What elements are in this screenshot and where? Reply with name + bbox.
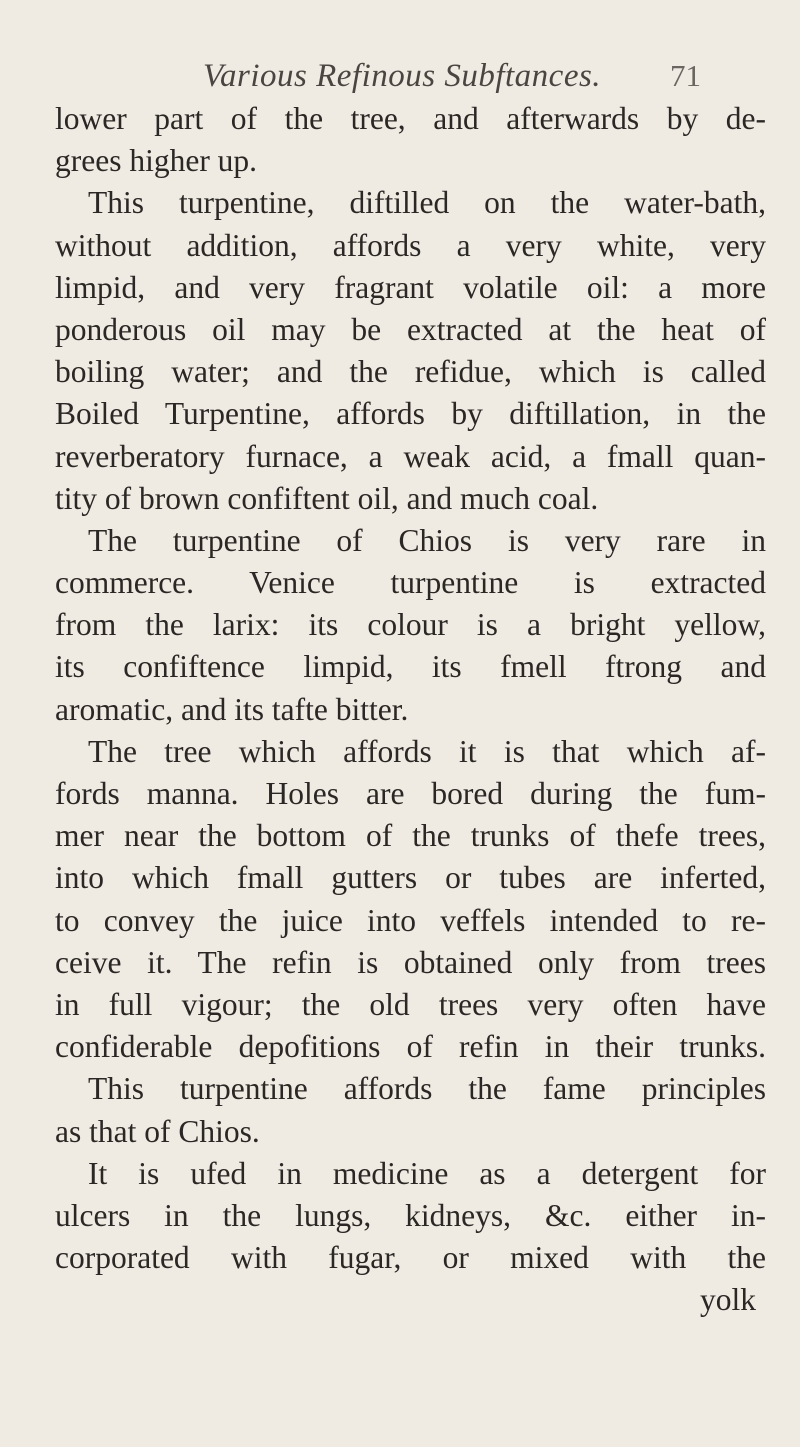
catchword: yolk (699, 1282, 756, 1318)
text-line: fords manna. Holes are bored during the fum- (55, 776, 766, 811)
text-line: limpid, and very fragrant volatile oil: a more (55, 269, 766, 305)
page-number: 71 (670, 58, 701, 93)
text-line: grees higher up. (55, 143, 258, 179)
text-line: aromatic, and its tafte bitter. (55, 691, 409, 727)
text-line: into which fmall gutters or tubes are inferted, (55, 860, 766, 896)
text-line: Boiled Turpentine, affords by diftillation, in the (55, 396, 766, 432)
text-line: ponderous oil may be extracted at the heat of (55, 311, 766, 347)
text-line: The tree which affords it is that which af- (88, 733, 766, 769)
text-line: ulcers in the lungs, kidneys, &c. either in- (55, 1197, 766, 1233)
text-line: This turpentine affords the fame principles (88, 1071, 766, 1107)
text-line: corporated with fugar, or mixed with the (55, 1240, 766, 1276)
text-line: boiling water; and the refidue, which is called (55, 354, 766, 390)
page-header (55, 58, 760, 102)
text-line: confiderable depofitions of refin in their trunks. (55, 1029, 766, 1065)
text-line: ceive it. The refin is obtained only from trees (55, 944, 766, 980)
body-text (55, 98, 766, 1321)
text-line: to convey the juice into veffels intended to re- (55, 902, 766, 938)
text-line: from the larix: its colour is a bright yellow, (55, 607, 766, 643)
text-line: commerce. Venice turpentine is extracted (55, 565, 766, 601)
text-line: tity of brown confiftent oil, and much coal. (55, 480, 599, 516)
text-line: as that of Chios. (55, 1113, 260, 1149)
text-line: its confiftence limpid, its fmell ftrong and (55, 649, 766, 685)
text-line: The turpentine of Chios is very rare in (88, 522, 766, 558)
text-line: in full vigour; the old trees very often have (55, 986, 766, 1022)
text-line: It is ufed in medicine as a detergent for (88, 1155, 766, 1191)
text-line: reverberatory furnace, a weak acid, a fmall quan- (55, 438, 766, 474)
text-line: lower part of the tree, and afterwards by de- (55, 101, 766, 136)
text-line: mer near the bottom of the trunks of thefe trees, (55, 818, 766, 854)
running-title: Various Refinous Subftances. (203, 58, 602, 94)
text-line: without addition, affords a very white, very (55, 227, 766, 263)
text-line: This turpentine, diftilled on the water-bath, (88, 185, 766, 221)
